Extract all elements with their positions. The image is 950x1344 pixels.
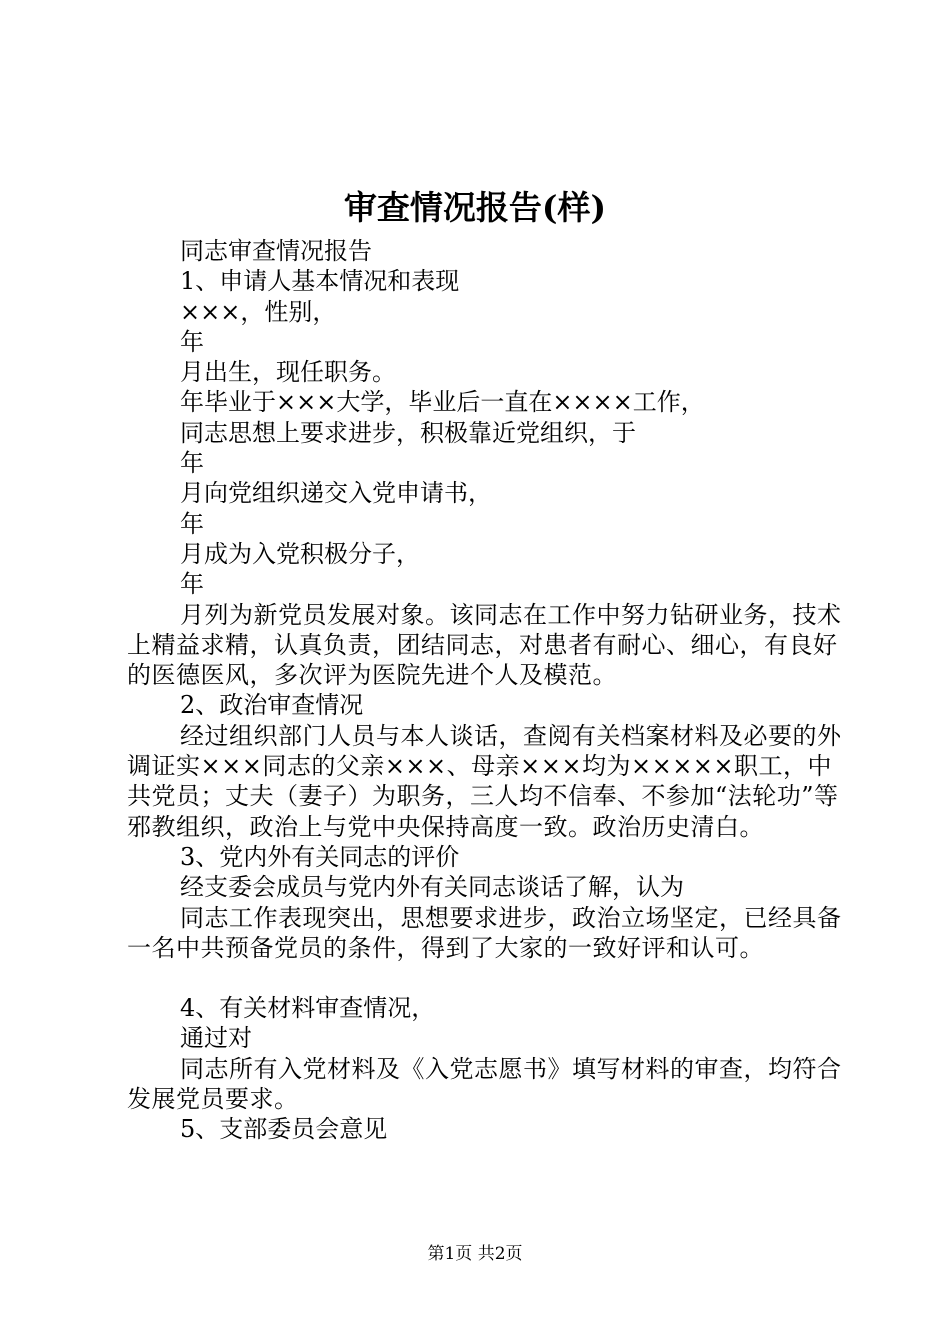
text-line: 年毕业于×××大学，毕业后一直在××××工作，	[180, 388, 705, 417]
text-line: 月成为入党积极分子，	[180, 539, 420, 568]
paragraph-2: 经过组织部门人员与本人谈话，查阅有关档案材料及必要的外调证实×××同志的父亲×××、母亲×××均为×××××职工，中共党员；丈夫（妻子）为职务，三人均不信奉、不参加“法轮功”等邪教组织，政治上与党中央保持高度一致。政治历史清白。	[127, 721, 842, 841]
blank-line	[127, 963, 851, 993]
text-line: ×××，性别，	[180, 297, 337, 326]
section-heading-2: 2、政治审查情况	[180, 691, 364, 720]
text-line: 月向党组织递交入党申请书，	[180, 479, 492, 508]
document-body	[127, 236, 851, 1145]
text-line: 年	[180, 327, 204, 356]
section-heading-3: 3、党内外有关同志的评价	[180, 842, 460, 871]
page-footer: 第1页 共2页	[427, 1244, 523, 1264]
text-line: 同志思想上要求进步，积极靠近党组织，于	[180, 418, 636, 447]
paragraph-4: 同志所有入党材料及《入党志愿书》填写材料的审查，均符合发展党员要求。	[127, 1054, 842, 1114]
section-heading-1: 1、申请人基本情况和表现	[180, 267, 460, 296]
report-subtitle: 同志审查情况报告	[180, 237, 372, 265]
text-line: 年	[180, 449, 204, 478]
text-line: 经支委会成员与党内外有关同志谈话了解，认为	[180, 873, 684, 902]
section-heading-5: 5、支部委员会意见	[180, 1115, 388, 1144]
paragraph-1: 月列为新党员发展对象。该同志在工作中努力钻研业务，技术上精益求精，认真负责，团结同志，对患者有耐心、细心，有良好的医德医风，多次评为医院先进个人及模范。	[127, 600, 842, 690]
page-title: 审查情况报告(样)	[343, 188, 607, 227]
paragraph-3: 同志工作表现突出，思想要求进步，政治立场坚定，已经具备一名中共预备党员的条件，得到了大家的一致好评和认可。	[127, 903, 842, 962]
text-line: 月出生，现任职务。	[180, 358, 396, 387]
text-line: 年	[180, 570, 204, 599]
section-heading-4: 4、有关材料审查情况，	[180, 994, 436, 1023]
text-line: 通过对	[180, 1024, 252, 1053]
text-line: 年	[180, 509, 204, 538]
